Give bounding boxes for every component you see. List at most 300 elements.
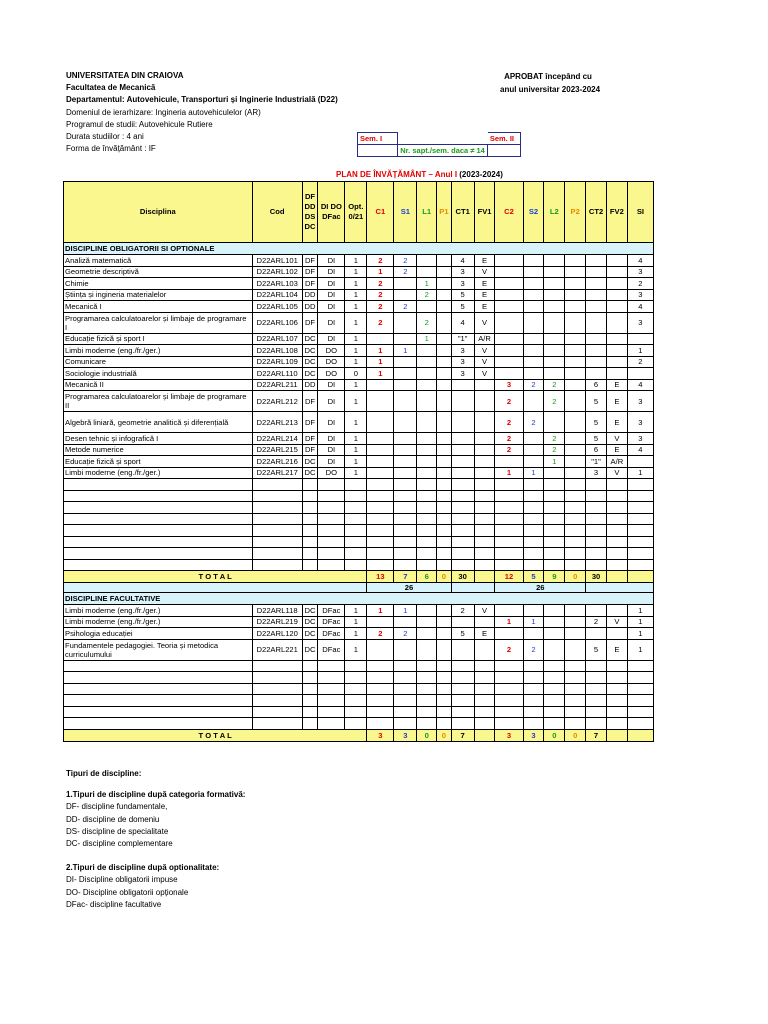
empty-cell <box>474 672 495 684</box>
empty-cell <box>627 559 653 571</box>
legend-item: DI- Discipline obligatorii impuse <box>66 875 178 885</box>
empty-cell <box>252 672 302 684</box>
cell-ct2 <box>586 278 607 290</box>
cell-si: 4 <box>627 301 653 313</box>
empty-cell <box>586 548 607 560</box>
cell-s2: 2 <box>523 639 544 660</box>
empty-cell <box>437 525 452 537</box>
empty-cell <box>437 490 452 502</box>
empty-cell <box>586 525 607 537</box>
cell-si: 3 <box>627 433 653 445</box>
discipline-category: DF <box>302 255 318 267</box>
col-fv2: FV2 <box>606 182 627 243</box>
empty-cell <box>544 479 565 491</box>
total-ct1: 30 <box>451 571 474 583</box>
cell-fv1 <box>474 379 495 391</box>
cell-s2: 2 <box>523 412 544 433</box>
empty-row <box>64 536 654 548</box>
total-row-mandatory <box>64 571 654 583</box>
empty-cell <box>451 672 474 684</box>
legend-section-1: 1.Tipuri de discipline după categoria formativă: <box>66 790 246 800</box>
cell-s2 <box>523 433 544 445</box>
empty-cell <box>318 536 345 548</box>
cell-l1 <box>417 467 437 479</box>
empty-cell <box>627 660 653 672</box>
cell-p1 <box>437 255 452 267</box>
section-title: DISCIPLINE OBLIGATORII SI OPTIONALE <box>64 243 654 255</box>
discipline-category: DF <box>302 278 318 290</box>
cell-p2 <box>565 379 586 391</box>
discipline-opt-value: 1 <box>345 333 367 345</box>
cell-si: 1 <box>627 616 653 628</box>
empty-cell <box>565 513 586 525</box>
cell-s2 <box>523 605 544 617</box>
discipline-category: DC <box>302 616 318 628</box>
empty-cell <box>451 683 474 695</box>
table-row <box>64 391 654 412</box>
discipline-category: DC <box>302 639 318 660</box>
semester-weeks-table <box>357 132 521 157</box>
table-row <box>64 444 654 456</box>
empty-cell <box>544 502 565 514</box>
empty-cell <box>394 672 417 684</box>
cell-c1: 2 <box>367 301 394 313</box>
cell-c1 <box>367 444 394 456</box>
table-row <box>64 301 654 313</box>
weekly-hours-sem2: 26 <box>495 583 586 593</box>
cell-c2 <box>495 278 523 290</box>
total-ct2: 30 <box>586 571 607 583</box>
cell-p2 <box>565 456 586 468</box>
discipline-category: DC <box>302 333 318 345</box>
empty-cell <box>474 683 495 695</box>
cell-fv1 <box>474 639 495 660</box>
empty-cell <box>367 536 394 548</box>
discipline-opt-value: 1 <box>345 616 367 628</box>
empty-cell <box>451 490 474 502</box>
cell-fv1: V <box>474 266 495 278</box>
weekly-hours-row <box>64 583 654 593</box>
cell-ct2: 5 <box>586 391 607 412</box>
cell-l1 <box>417 379 437 391</box>
empty-cell <box>586 479 607 491</box>
col-ct2: CT2 <box>586 182 607 243</box>
empty-cell <box>367 513 394 525</box>
cell-s1 <box>394 356 417 368</box>
empty-cell <box>394 525 417 537</box>
empty-cell <box>523 718 544 730</box>
empty-cell <box>495 695 523 707</box>
empty-cell <box>302 490 318 502</box>
col-opt-021: Opt. 0/21 <box>345 182 367 243</box>
empty-cell <box>523 559 544 571</box>
cell-fv2 <box>606 333 627 345</box>
cell-p2 <box>565 345 586 357</box>
empty-cell <box>345 706 367 718</box>
cell-c2: 2 <box>495 639 523 660</box>
cell-s2 <box>523 368 544 380</box>
empty-cell <box>565 683 586 695</box>
empty-cell <box>252 548 302 560</box>
empty-cell <box>451 706 474 718</box>
cell-fv1: V <box>474 368 495 380</box>
empty-cell <box>627 536 653 548</box>
discipline-optionality: DI <box>318 412 345 433</box>
empty-cell <box>318 559 345 571</box>
cell-p2 <box>565 368 586 380</box>
discipline-opt-value: 1 <box>345 391 367 412</box>
empty-cell <box>417 660 437 672</box>
cell-fv2 <box>606 289 627 301</box>
cell-p1 <box>437 628 452 640</box>
total-c1: 13 <box>367 571 394 583</box>
cell-ct1 <box>451 467 474 479</box>
discipline-optionality: DFac <box>318 628 345 640</box>
cell-fv1: E <box>474 289 495 301</box>
cell-c2: 1 <box>495 616 523 628</box>
empty-cell <box>417 548 437 560</box>
cell-p1 <box>437 433 452 445</box>
discipline-opt-value: 1 <box>345 628 367 640</box>
total-s2: 5 <box>523 571 544 583</box>
cell-s2 <box>523 266 544 278</box>
empty-cell <box>394 548 417 560</box>
empty-cell <box>64 683 253 695</box>
plan-title-years: (2023-2024) <box>457 170 503 179</box>
empty-cell <box>318 672 345 684</box>
cell-c1 <box>367 467 394 479</box>
cell-ct1: 5 <box>451 628 474 640</box>
cell-c1 <box>367 639 394 660</box>
cell-si: 1 <box>627 628 653 640</box>
cell-p2 <box>565 444 586 456</box>
empty-cell <box>437 513 452 525</box>
empty-cell <box>64 525 253 537</box>
cell-p2 <box>565 605 586 617</box>
spacer-cell <box>451 583 495 593</box>
cell-ct2: 5 <box>586 433 607 445</box>
empty-cell <box>565 695 586 707</box>
cell-si: 1 <box>627 639 653 660</box>
cell-l2 <box>544 368 565 380</box>
cell-p2 <box>565 628 586 640</box>
cell-si: 1 <box>627 467 653 479</box>
empty-cell <box>451 513 474 525</box>
empty-cell <box>417 706 437 718</box>
cell-l1 <box>417 616 437 628</box>
empty-cell <box>64 706 253 718</box>
empty-cell <box>64 660 253 672</box>
cell-l2 <box>544 605 565 617</box>
cell-ct1: 2 <box>451 605 474 617</box>
cell-c2 <box>495 356 523 368</box>
empty-cell <box>437 683 452 695</box>
cell-ct1: 4 <box>451 255 474 267</box>
empty-cell <box>474 490 495 502</box>
empty-cell <box>64 490 253 502</box>
cell-ct1 <box>451 639 474 660</box>
discipline-category: DF <box>302 312 318 333</box>
empty-cell <box>495 479 523 491</box>
sem2-label: Sem. II <box>487 133 520 145</box>
discipline-category: DC <box>302 356 318 368</box>
cell-p2 <box>565 255 586 267</box>
empty-row <box>64 502 654 514</box>
cell-c2 <box>495 368 523 380</box>
empty-cell <box>302 660 318 672</box>
discipline-optionality: DI <box>318 456 345 468</box>
empty-cell <box>586 559 607 571</box>
discipline-code: D22ARL105 <box>252 301 302 313</box>
cell-fv1: V <box>474 345 495 357</box>
cell-c2 <box>495 255 523 267</box>
cell-c2: 2 <box>495 433 523 445</box>
cell-ct2 <box>586 266 607 278</box>
cell-s2 <box>523 301 544 313</box>
empty-cell <box>495 525 523 537</box>
cell-s1 <box>394 333 417 345</box>
cell-fv2 <box>606 356 627 368</box>
section-mandatory <box>64 243 654 255</box>
empty-cell <box>451 660 474 672</box>
discipline-category: DD <box>302 301 318 313</box>
cell-p1 <box>437 444 452 456</box>
cell-c1 <box>367 379 394 391</box>
cell-p1 <box>437 456 452 468</box>
discipline-opt-value: 1 <box>345 312 367 333</box>
plan-title <box>336 170 503 179</box>
empty-cell <box>627 525 653 537</box>
cell-ct1: 5 <box>451 301 474 313</box>
empty-cell <box>252 513 302 525</box>
empty-cell <box>252 490 302 502</box>
empty-row <box>64 479 654 491</box>
cell-s1: 2 <box>394 301 417 313</box>
cell-s1 <box>394 379 417 391</box>
table-row <box>64 266 654 278</box>
empty-cell <box>318 706 345 718</box>
empty-cell <box>302 672 318 684</box>
discipline-opt-value: 1 <box>345 278 367 290</box>
discipline-name: Limbi moderne (eng./fr./ger.) <box>64 467 253 479</box>
col-ct1: CT1 <box>451 182 474 243</box>
empty-cell <box>565 536 586 548</box>
empty-cell <box>586 502 607 514</box>
discipline-name: Geometrie descriptivă <box>64 266 253 278</box>
weeks-note: Nr. sapt./sem. daca ≠ 14 <box>398 145 488 157</box>
cell-p1 <box>437 301 452 313</box>
cell-l2 <box>544 312 565 333</box>
total-p2: 0 <box>565 571 586 583</box>
empty-cell <box>417 525 437 537</box>
empty-cell <box>627 513 653 525</box>
total-label: T O T A L <box>64 729 367 741</box>
table-row <box>64 628 654 640</box>
cell-l1 <box>417 433 437 445</box>
cell-s2 <box>523 345 544 357</box>
cell-s1: 2 <box>394 628 417 640</box>
total-label: T O T A L <box>64 571 367 583</box>
empty-cell <box>417 672 437 684</box>
cell-c1: 2 <box>367 255 394 267</box>
cell-s2 <box>523 289 544 301</box>
table-header-row <box>64 182 654 243</box>
legend-section-2: 2.Tipuri de discipline după optionalitate: <box>66 863 220 873</box>
discipline-opt-value: 1 <box>345 605 367 617</box>
cell-p1 <box>437 391 452 412</box>
cell-l1 <box>417 301 437 313</box>
curriculum-table <box>63 181 654 742</box>
table-row <box>64 467 654 479</box>
empty-row <box>64 513 654 525</box>
empty-cell <box>627 490 653 502</box>
discipline-optionality: DO <box>318 467 345 479</box>
cell-fv2: V <box>606 467 627 479</box>
discipline-name: Desen tehnic și infografică I <box>64 433 253 445</box>
discipline-category: DC <box>302 368 318 380</box>
empty-cell <box>451 548 474 560</box>
discipline-optionality: DI <box>318 289 345 301</box>
empty-row <box>64 683 654 695</box>
discipline-types-legend <box>66 768 245 911</box>
cell-ct1: "1" <box>451 333 474 345</box>
empty-cell <box>451 695 474 707</box>
empty-cell <box>565 502 586 514</box>
cell-fv1 <box>474 412 495 433</box>
discipline-name: Programarea calculatoarelor și limbaje de programare I <box>64 312 253 333</box>
discipline-code: D22ARL120 <box>252 628 302 640</box>
cell-s2 <box>523 356 544 368</box>
empty-cell <box>451 536 474 548</box>
discipline-category: DC <box>302 605 318 617</box>
empty-cell <box>451 559 474 571</box>
empty-cell <box>606 660 627 672</box>
cell-l2 <box>544 616 565 628</box>
section-title: DISCIPLINE FACULTATIVE <box>64 593 654 605</box>
empty-cell <box>394 706 417 718</box>
empty-cell <box>318 525 345 537</box>
discipline-code: D22ARL216 <box>252 456 302 468</box>
cell-c2 <box>495 312 523 333</box>
discipline-code: D22ARL104 <box>252 289 302 301</box>
cell-l2: 2 <box>544 391 565 412</box>
empty-cell <box>367 660 394 672</box>
empty-cell <box>565 548 586 560</box>
discipline-category: DF <box>302 412 318 433</box>
empty-cell <box>544 536 565 548</box>
cell-ct1: 3 <box>451 278 474 290</box>
empty-cell <box>318 490 345 502</box>
legend-item: DFac- discipline facultative <box>66 899 162 909</box>
empty-cell <box>627 672 653 684</box>
discipline-code: D22ARL109 <box>252 356 302 368</box>
empty-cell <box>627 502 653 514</box>
empty-cell <box>523 660 544 672</box>
discipline-name: Educație fizică și sport <box>64 456 253 468</box>
empty-row <box>64 490 654 502</box>
cell-p2 <box>565 616 586 628</box>
cell-si <box>627 368 653 380</box>
empty-cell <box>64 502 253 514</box>
legend-title: Tipuri de discipline: <box>66 769 142 778</box>
cell-ct2 <box>586 368 607 380</box>
cell-l1: 2 <box>417 312 437 333</box>
table-row <box>64 289 654 301</box>
cell-s2: 1 <box>523 467 544 479</box>
empty-cell <box>523 683 544 695</box>
cell-si: 4 <box>627 379 653 391</box>
cell-p2 <box>565 391 586 412</box>
cell-c1: 1 <box>367 345 394 357</box>
cell-l1 <box>417 345 437 357</box>
empty-cell <box>345 683 367 695</box>
cell-s2 <box>523 628 544 640</box>
empty-row <box>64 660 654 672</box>
empty-cell <box>64 548 253 560</box>
empty-cell <box>417 683 437 695</box>
empty-row <box>64 525 654 537</box>
cell-fv2: E <box>606 412 627 433</box>
empty-cell <box>544 718 565 730</box>
cell-p2 <box>565 301 586 313</box>
sem2-weeks-cell <box>487 145 520 157</box>
cell-s2 <box>523 278 544 290</box>
discipline-opt-value: 1 <box>345 412 367 433</box>
cell-ct1: 3 <box>451 266 474 278</box>
empty-cell <box>565 706 586 718</box>
cell-si: 1 <box>627 605 653 617</box>
discipline-name: Educație fizică și sport I <box>64 333 253 345</box>
empty-cell <box>451 525 474 537</box>
empty-cell <box>627 479 653 491</box>
empty-cell <box>586 706 607 718</box>
discipline-category: DC <box>302 467 318 479</box>
empty-cell <box>437 548 452 560</box>
cell-s1 <box>394 639 417 660</box>
col-s1: S1 <box>394 182 417 243</box>
cell-l1 <box>417 255 437 267</box>
cell-p1 <box>437 333 452 345</box>
cell-s1 <box>394 391 417 412</box>
cell-fv2 <box>606 301 627 313</box>
empty-cell <box>523 479 544 491</box>
empty-cell <box>606 718 627 730</box>
cell-l2: 2 <box>544 379 565 391</box>
table-row <box>64 333 654 345</box>
discipline-name: Limbi moderne (eng./fr./ger.) <box>64 345 253 357</box>
empty-cell <box>474 660 495 672</box>
cell-ct2 <box>586 289 607 301</box>
cell-p1 <box>437 412 452 433</box>
discipline-code: D22ARL211 <box>252 379 302 391</box>
department-name: Departamentul: Autovehicule, Transporturi și Inginerie Industrială (D22) <box>66 95 338 105</box>
empty-cell <box>394 559 417 571</box>
cell-s2 <box>523 333 544 345</box>
empty-cell <box>318 660 345 672</box>
cell-ct1: 3 <box>451 345 474 357</box>
cell-ct1: 3 <box>451 356 474 368</box>
empty-cell <box>451 718 474 730</box>
cell-s1: 2 <box>394 266 417 278</box>
col-l2: L2 <box>544 182 565 243</box>
cell-p1 <box>437 356 452 368</box>
empty-cell <box>495 660 523 672</box>
empty-cell <box>252 525 302 537</box>
cell-s1 <box>394 312 417 333</box>
empty-cell <box>586 718 607 730</box>
cell-c1 <box>367 333 394 345</box>
discipline-opt-value: 1 <box>345 255 367 267</box>
